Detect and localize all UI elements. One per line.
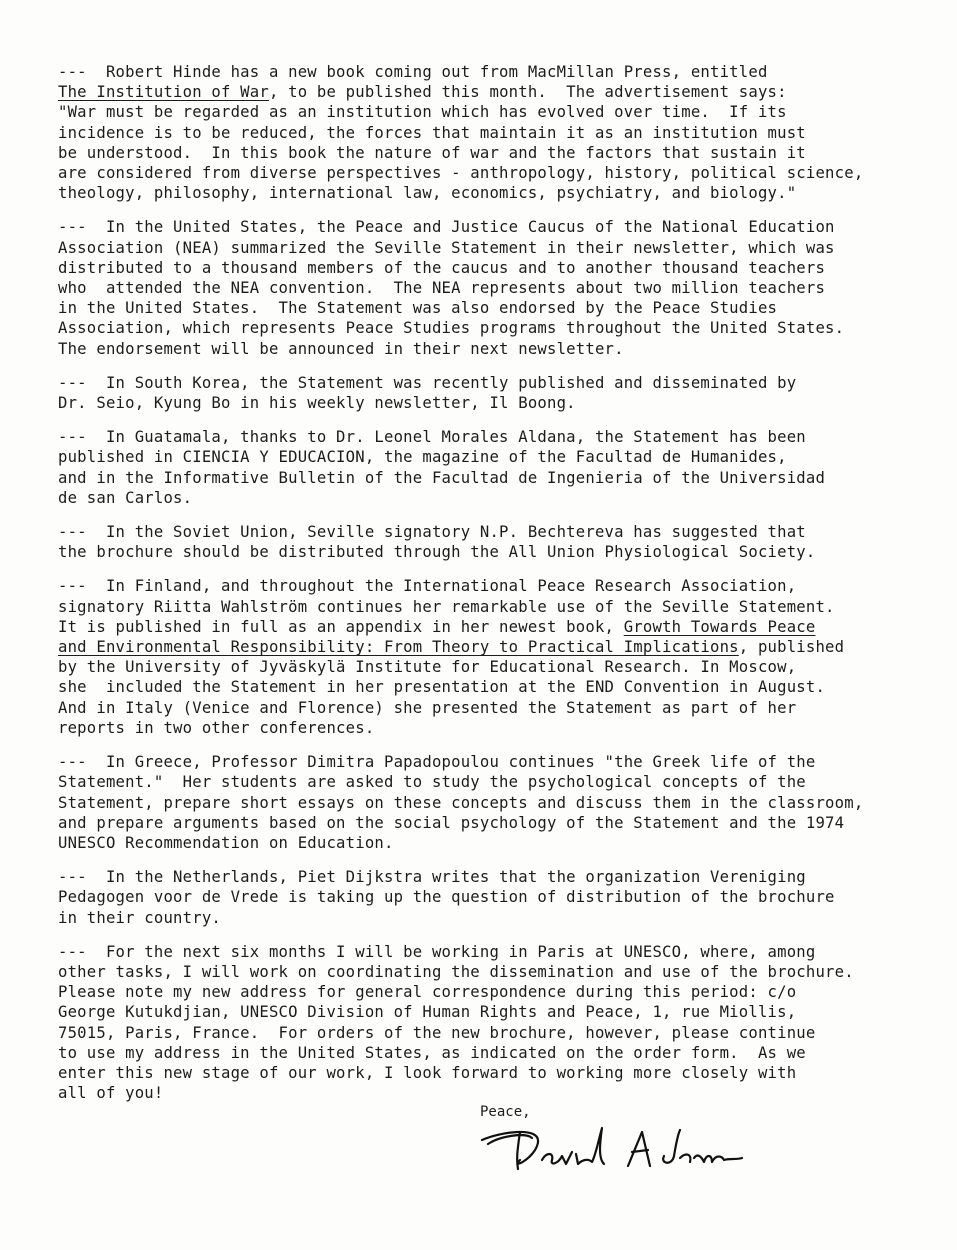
text-segment: to use my address in the United States, as indicated on the order form. As we: [58, 1043, 806, 1062]
text-segment: --- In Greece, Professor Dimitra Papadopoulou continues "the Greek life of the: [58, 753, 816, 772]
text-line: [58, 617, 917, 637]
text-line: [58, 62, 917, 82]
text-line: [58, 1043, 917, 1063]
text-line: [58, 752, 917, 772]
text-line: [58, 183, 917, 203]
letter-body: [58, 62, 917, 1103]
text-line: [58, 522, 917, 542]
underlined-title: The Institution of War: [58, 83, 269, 102]
text-segment: --- In Finland, and throughout the International Peace Research Association,: [58, 577, 797, 596]
paragraph: [58, 576, 917, 738]
text-segment: The endorsement will be announced in their next newsletter.: [58, 339, 624, 358]
text-line: [58, 318, 917, 338]
text-line: [58, 258, 917, 278]
text-line: [58, 597, 917, 617]
text-segment: reports in two other conferences.: [58, 718, 375, 737]
text-segment: incidence is to be reduced, the forces that maintain it as an institution must: [58, 123, 806, 142]
text-segment: It is published in full as an appendix in her newest book,: [58, 617, 624, 636]
paragraph: [58, 942, 917, 1104]
text-line: [58, 238, 917, 258]
text-segment: distributed to a thousand members of the caucus and to another thousand teachers: [58, 258, 826, 277]
text-line: [58, 833, 917, 853]
text-segment: George Kutukdjian, UNESCO Division of Human Rights and Peace, 1, rue Miollis,: [58, 1003, 797, 1022]
text-line: [58, 123, 917, 143]
closing-block: [480, 1104, 780, 1174]
text-line: [58, 143, 917, 163]
text-line: [58, 393, 917, 413]
text-segment: And in Italy (Venice and Florence) she presented the Statement as part of her: [58, 698, 797, 717]
text-segment: de san Carlos.: [58, 488, 193, 507]
text-segment: Please note my new address for general correspondence during this period: c/o: [58, 983, 797, 1002]
text-segment: and in the Informative Bulletin of the Facultad de Ingenieria of the Universidad: [58, 468, 826, 487]
text-line: [58, 339, 917, 359]
paragraph: [58, 752, 917, 853]
handwritten-signature: [480, 1114, 770, 1176]
text-line: [58, 908, 917, 928]
text-segment: --- In South Korea, the Statement was recently published and disseminated by: [58, 373, 797, 392]
text-line: [58, 637, 917, 657]
paragraph: [58, 867, 917, 928]
paragraph: [58, 522, 917, 562]
text-segment: by the University of Jyväskylä Institute for Educational Research. In Moscow,: [58, 658, 797, 677]
text-line: [58, 298, 917, 318]
text-segment: Statement, prepare short essays on these concepts and discuss them in the classroom,: [58, 793, 864, 812]
text-line: [58, 468, 917, 488]
text-line: [58, 962, 917, 982]
text-segment: UNESCO Recommendation on Education.: [58, 833, 394, 852]
text-line: [58, 278, 917, 298]
text-segment: Statement." Her students are asked to study the psychological concepts of the: [58, 773, 806, 792]
text-line: [58, 793, 917, 813]
text-segment: , published: [738, 638, 845, 657]
text-segment: the brochure should be distributed through the All Union Physiological Society.: [58, 543, 816, 562]
text-segment: all of you!: [58, 1084, 164, 1103]
text-segment: --- Robert Hinde has a new book coming out from MacMillan Press, entitled: [58, 63, 768, 81]
text-segment: theology, philosophy, international law, economics, psychiatry, and biology.": [58, 184, 797, 203]
text-line: [58, 813, 917, 833]
text-segment: and prepare arguments based on the social psychology of the Statement and the 1974: [58, 813, 845, 832]
text-segment: enter this new stage of our work, I look forward to working more closely with: [58, 1063, 797, 1082]
text-line: [58, 718, 917, 738]
text-line: [58, 447, 917, 467]
text-segment: who attended the NEA convention. The NEA represents about two million teachers: [58, 279, 826, 298]
text-segment: --- In the United States, the Peace and Justice Caucus of the National Education: [58, 218, 835, 237]
text-segment: --- In Guatamala, thanks to Dr. Leonel Morales Aldana, the Statement has been: [58, 428, 806, 447]
text-segment: in the United States. The Statement was also endorsed by the Peace Studies: [58, 299, 778, 318]
text-line: [58, 488, 917, 508]
paragraph: [58, 373, 917, 413]
text-segment: signatory Riitta Wahlström continues her remarkable use of the Seville Statement.: [58, 597, 835, 616]
text-line: [58, 102, 917, 122]
text-line: [58, 576, 917, 596]
underlined-title: and Environmental Responsibility: From Theory to Practical Implications: [58, 638, 739, 657]
text-line: [58, 427, 917, 447]
text-line: [58, 698, 917, 718]
paragraph: [58, 217, 917, 358]
text-segment: in their country.: [58, 908, 221, 927]
underlined-title: Growth Towards Peace: [623, 617, 816, 636]
text-line: [58, 1083, 917, 1103]
text-line: [58, 657, 917, 677]
text-segment: 75015, Paris, France. For orders of the new brochure, however, please continue: [58, 1023, 816, 1042]
text-segment: --- For the next six months I will be working in Paris at UNESCO, where, among: [58, 942, 816, 961]
text-line: [58, 1002, 917, 1022]
text-line: [58, 677, 917, 697]
text-line: [58, 373, 917, 393]
text-segment: she included the Statement in her presentation at the END Convention in August.: [58, 678, 826, 697]
closing-word: Peace,: [480, 1104, 531, 1120]
paragraph: [58, 427, 917, 508]
text-segment: Pedagogen voor de Vrede is taking up the question of distribution of the brochure: [58, 888, 835, 907]
text-line: [58, 982, 917, 1002]
text-segment: "War must be regarded as an institution which has evolved over time. If its: [58, 103, 787, 122]
text-line: [58, 163, 917, 183]
text-segment: --- In the Soviet Union, Seville signatory N.P. Bechtereva has suggested that: [58, 523, 806, 542]
text-line: [58, 542, 917, 562]
text-segment: --- In the Netherlands, Piet Dijkstra writes that the organization Vereniging: [58, 868, 806, 887]
text-segment: be understood. In this book the nature of war and the factors that sustain it: [58, 143, 806, 162]
text-line: [58, 942, 917, 962]
text-segment: Association, which represents Peace Studies programs throughout the United States.: [58, 319, 845, 338]
text-line: [58, 1063, 917, 1083]
paragraph: [58, 62, 917, 203]
text-line: [58, 1023, 917, 1043]
text-segment: Association (NEA) summarized the Seville Statement in their newsletter, which was: [58, 238, 835, 257]
text-segment: other tasks, I will work on coordinating the dissemination and use of the brochure.: [58, 962, 854, 981]
text-line: [58, 217, 917, 237]
text-line: [58, 867, 917, 887]
text-segment: Dr. Seio, Kyung Bo in his weekly newsletter, Il Boong.: [58, 394, 576, 413]
text-line: [58, 82, 917, 102]
text-line: [58, 887, 917, 907]
text-segment: , to be published this month. The advertisement says:: [268, 83, 787, 102]
text-segment: published in CIENCIA Y EDUCACION, the magazine of the Facultad de Humanides,: [58, 448, 787, 467]
text-segment: are considered from diverse perspectives - anthropology, history, political science,: [58, 164, 864, 183]
text-line: [58, 772, 917, 792]
